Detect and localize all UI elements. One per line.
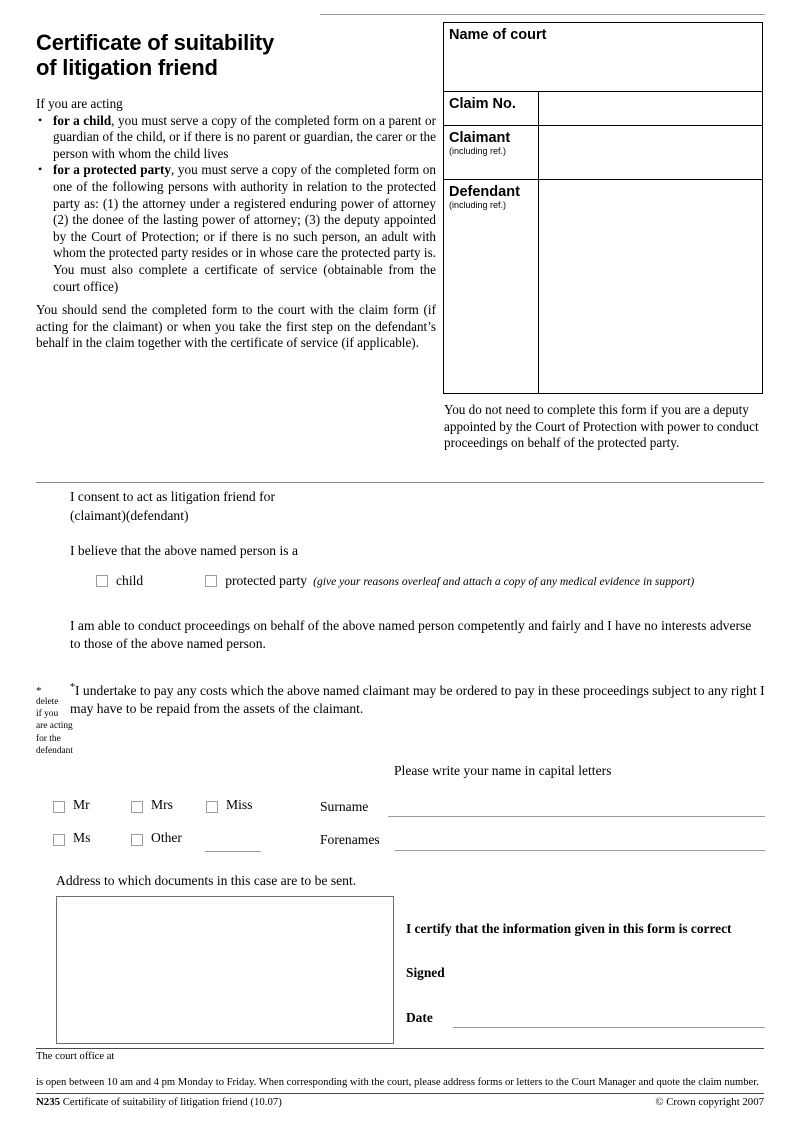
consent-statement: I consent to act as litigation friend for bbox=[70, 489, 275, 504]
page-title-line-1: Certificate of suitability bbox=[36, 30, 275, 55]
checkbox-child-icon[interactable] bbox=[96, 575, 108, 587]
forenames-row bbox=[320, 832, 770, 865]
bullet-protected-text: , you must serve a copy of the completed form on one of the following persons with authority in relation to the protected party as: (1) the attorney under a registered enduring power of attorney (2) the donee of the lasting power of attorney; (3) the deputy appointed by the Court of Protection; or if there is no such person, an adult with whom the protected party resides or in whose care the protected party is. You must also complete a certificate of service (obtainable from the court office) bbox=[53, 162, 436, 294]
copyright-notice: © Crown copyright 2007 bbox=[655, 1096, 764, 1108]
consent-party-note: (claimant)(defendant) bbox=[70, 507, 189, 523]
instructions-block bbox=[36, 96, 436, 352]
title-checkbox-row-2 bbox=[53, 831, 353, 864]
person-type-choices bbox=[96, 572, 786, 590]
defendant-value[interactable] bbox=[539, 180, 762, 393]
undertaking-asterisk: * bbox=[70, 682, 75, 693]
address-input[interactable] bbox=[56, 896, 394, 1044]
title-checkbox-group bbox=[53, 798, 353, 864]
claimant-label-cell bbox=[444, 126, 539, 179]
checkbox-ms-icon[interactable] bbox=[53, 834, 65, 846]
bullet-dot-icon: • bbox=[38, 162, 43, 177]
forenames-label: Forenames bbox=[320, 832, 380, 847]
bullet-child-bold: for a child bbox=[53, 112, 112, 128]
margin-note-line-3: are acting bbox=[36, 721, 73, 732]
name-fields-group bbox=[320, 799, 770, 865]
form-code: N235 bbox=[36, 1096, 60, 1108]
other-title-input[interactable] bbox=[205, 851, 261, 852]
choice-child[interactable] bbox=[96, 572, 143, 590]
claim-no-row bbox=[444, 92, 762, 126]
competency-statement: I am able to conduct proceedings on behalf of the above named person competently and fairly and I have no interests adverse to those of the above named person. bbox=[70, 618, 752, 651]
surname-input[interactable] bbox=[388, 816, 765, 817]
checkbox-miss-icon[interactable] bbox=[206, 801, 218, 813]
defendant-label-cell bbox=[444, 180, 539, 393]
claim-no-label-cell bbox=[444, 92, 539, 125]
certification-statement: I certify that the information given in this form is correct bbox=[406, 921, 732, 936]
title-option-mr[interactable] bbox=[53, 798, 131, 814]
claimant-value[interactable] bbox=[539, 126, 762, 179]
claimant-sublabel: (including ref.) bbox=[449, 146, 507, 156]
capital-letters-note: Please write your name in capital letters bbox=[394, 763, 612, 778]
page-title-line-2: of litigation friend bbox=[36, 55, 218, 80]
instructions-closing: You should send the completed form to the court with the claim form (if acting for the claimant) or when you take the first step on the defendant’s behalf in the claim together with the certificate of service (if applicable). bbox=[36, 302, 436, 351]
court-protection-note: You do not need to complete this form if you are a deputy appointed by the Court of Protection with power to conduct proceedings on behalf of the protected party. bbox=[444, 402, 759, 451]
title-option-other[interactable] bbox=[131, 831, 182, 847]
claimant-label: Claimant bbox=[449, 130, 511, 146]
title-option-mrs-label: Mrs bbox=[151, 797, 173, 812]
claim-no-value[interactable] bbox=[539, 92, 762, 125]
choice-child-label: child bbox=[116, 573, 144, 588]
footer-divider-bottom bbox=[36, 1093, 764, 1094]
title-option-ms-label: Ms bbox=[73, 830, 91, 845]
checkbox-mrs-icon[interactable] bbox=[131, 801, 143, 813]
choice-protected-party-label: protected party bbox=[225, 573, 308, 588]
choice-protected-party-hint: (give your reasons overleaf and attach a copy of any medical evidence in support) bbox=[313, 575, 695, 588]
margin-note-line-2: if you bbox=[36, 709, 59, 720]
court-details-box bbox=[443, 22, 763, 394]
claimant-row bbox=[444, 126, 762, 180]
court-name-label: Name of court bbox=[449, 27, 547, 43]
margin-note-star: * bbox=[36, 685, 42, 697]
choice-protected-party[interactable] bbox=[205, 572, 694, 590]
bullet-dot-icon: • bbox=[38, 112, 43, 127]
title-option-mrs[interactable] bbox=[131, 798, 206, 814]
margin-note-line-5: defendant bbox=[36, 745, 73, 756]
surname-label: Surname bbox=[320, 799, 369, 814]
checkbox-protected-party-icon[interactable] bbox=[205, 575, 217, 587]
form-title: Certificate of suitability of litigation friend (10.07) bbox=[62, 1096, 282, 1108]
undertaking-statement bbox=[70, 679, 765, 717]
instructions-bullet-child bbox=[36, 113, 436, 163]
checkbox-mr-icon[interactable] bbox=[53, 801, 65, 813]
title-option-miss-label: Miss bbox=[226, 797, 253, 812]
signed-label: Signed bbox=[406, 965, 445, 980]
section-divider-top bbox=[36, 482, 764, 483]
instructions-bullet-protected-party bbox=[36, 162, 436, 295]
defendant-sublabel: (including ref.) bbox=[449, 200, 507, 210]
bullet-child-text: , you must serve a copy of the completed form on a parent or guardian of the child, or if there is no parent or guardian, the carer or the person with whom the child lives bbox=[53, 112, 437, 161]
court-office-hours: is open between 10 am and 4 pm Monday to Friday. When corresponding with the court, please address forms or letters to the Court Manager and quote the claim number. bbox=[36, 1077, 759, 1088]
instructions-bullet-list bbox=[36, 113, 436, 296]
belief-statement: I believe that the above named person is a bbox=[70, 543, 298, 558]
checkbox-other-icon[interactable] bbox=[131, 834, 143, 846]
form-identifier bbox=[36, 1096, 282, 1108]
consent-block bbox=[70, 488, 770, 524]
bullet-protected-bold: for a protected party bbox=[53, 162, 172, 178]
defendant-row bbox=[444, 180, 762, 393]
title-option-miss[interactable] bbox=[206, 798, 281, 814]
margin-note-line-1: delete bbox=[36, 697, 59, 707]
title-option-mr-label: Mr bbox=[73, 797, 90, 812]
margin-note-line-4: for the bbox=[36, 733, 61, 744]
title-option-ms[interactable] bbox=[53, 831, 131, 847]
court-name-row[interactable] bbox=[444, 23, 762, 92]
court-office-label: The court office at bbox=[36, 1051, 115, 1062]
defendant-label: Defendant bbox=[449, 184, 520, 200]
consent-name-input[interactable] bbox=[320, 14, 765, 15]
address-label: Address to which documents in this case are to be sent. bbox=[56, 873, 357, 888]
date-input[interactable] bbox=[453, 1027, 765, 1028]
claim-no-label: Claim No. bbox=[449, 96, 516, 112]
title-checkbox-row-1 bbox=[53, 798, 353, 831]
title-option-other-label: Other bbox=[151, 830, 182, 845]
forenames-input[interactable] bbox=[395, 850, 765, 851]
instructions-lead: If you are acting bbox=[36, 96, 123, 111]
court-name-label-cell bbox=[444, 23, 762, 47]
page-title bbox=[36, 30, 436, 80]
date-label: Date bbox=[406, 1010, 433, 1025]
footer-divider-top bbox=[36, 1048, 764, 1049]
certification-block bbox=[406, 921, 766, 1025]
undertaking-text: I undertake to pay any costs which the above named claimant may be ordered to pay in these proceedings subject to any right I may have to be repaid from the assets of the claimant. bbox=[70, 683, 765, 716]
